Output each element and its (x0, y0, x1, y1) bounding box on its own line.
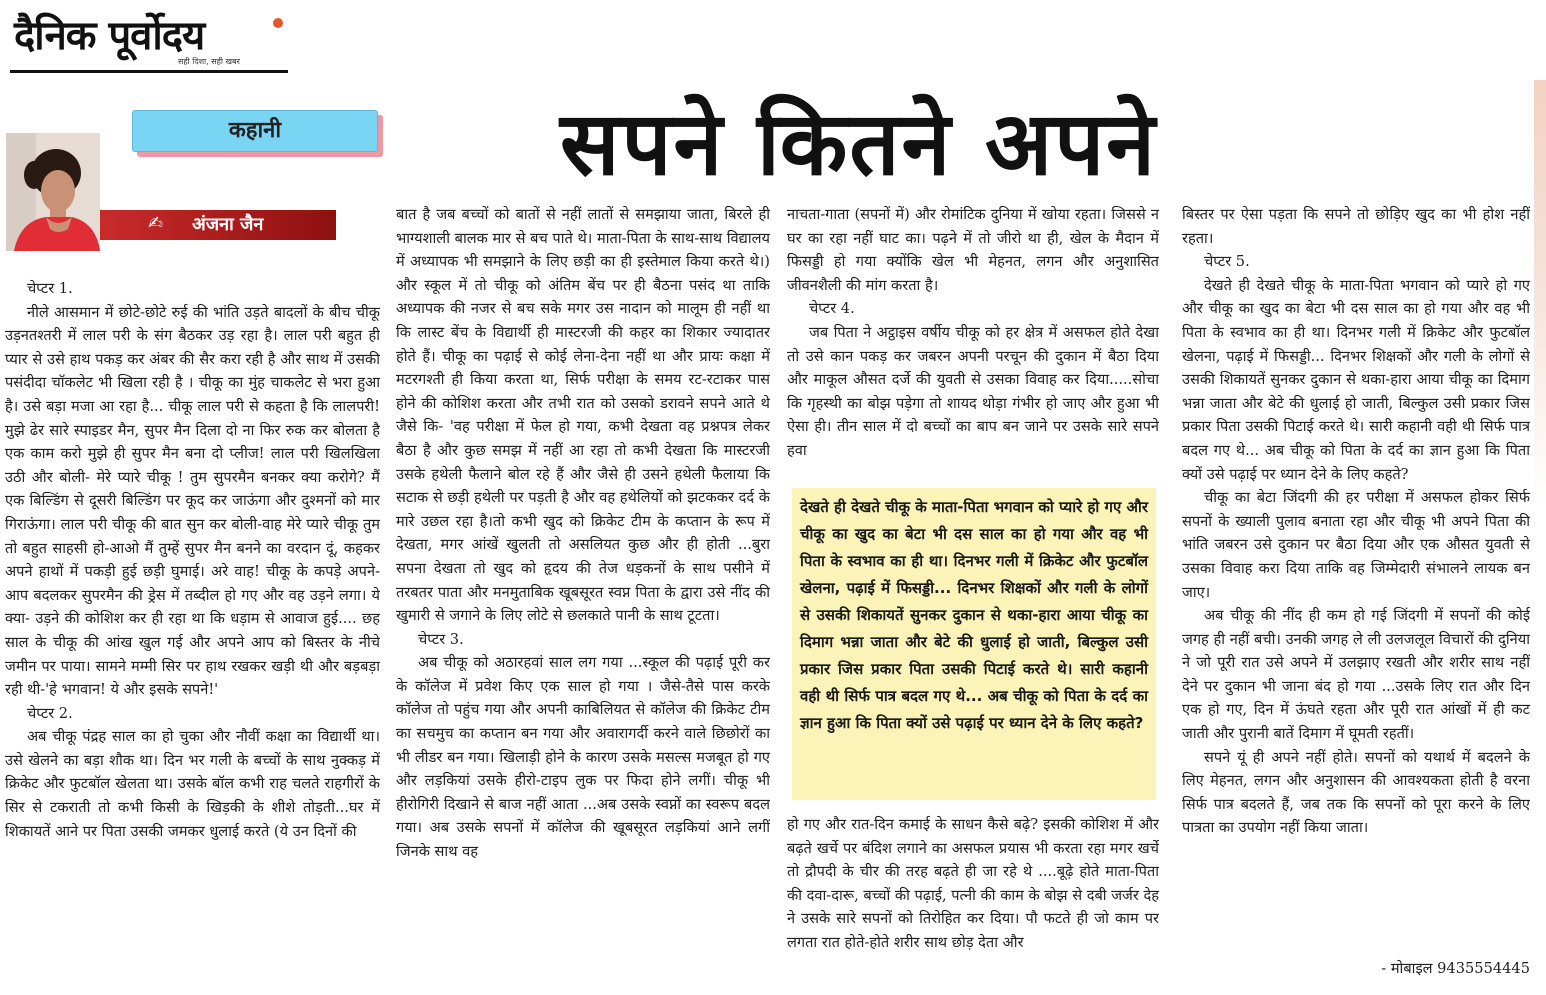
masthead (10, 6, 288, 72)
story-column-3-top (787, 203, 1159, 471)
story-paragraph: नाचता-गाता (सपनों में) और रोमांटिक दुनिया में खोया रहता। जिससे न घर का रहा नहीं घाट का। पढ़ने में तो जीरो था ही, खेल के मैदान में फिसड्डी हो गया क्योंकि खेल भी मेहनत, लगन और अनुशासित जीवनशैली की मांग करता है। (787, 206, 1159, 294)
story-paragraph: चीकू का बेटा जिंदगी की हर परीक्षा में असफल होकर सिर्फ सपनों के ख्याली पुलाव बनाता रहा और चीकू भी अपने पिता की भांति जबरन उसे दुकान पर बैठा दिया और एक औसत युवती से उसका विवाह करा दिया ताकि वह जिम्मेदारी संभालने लायक बन जाए। (1182, 489, 1530, 601)
story-paragraph: हो गए और रात-दिन कमाई के साधन कैसे बढ़े? इसकी कोशिश में और बढ़ते खर्चे पर बंदिश लगाने का असफल प्रयास भी करता रहा मगर खर्चे तो द्रौपदी के चीर की तरह बढ़ते ही जा रहे थे ....बूढ़े होते माता-पिता की दवा-दारू, बच्चों की पढ़ाई, पत्नी की काम के बोझ से दबी जर्जर देह ने उसके सारे सपनों को तिरोहित कर दिया। पौ फटते ही जो काम पर लगता रात होते-होते शरीर साथ छोड़ देता और (787, 816, 1159, 951)
story-column-2 (396, 203, 770, 985)
story-paragraph: बात है जब बच्चों को बातों से नहीं लातों से समझाया जाता, बिरले ही भाग्यशाली बालक मार से बच पाते थे। माता-पिता के साथ-साथ विद्यालय में अध्यापक भी समझाने के लिए छड़ी का ही इस्तेमाल किया करते थे।) और स्कूल में तो चीकू को अंतिम बेंच पर ही बैठना पसंद था ताकि अध्यापक की नजर से बच सके मगर उस नादान को मालूम ही नहीं था कि लास्ट बेंच के विद्यार्थी ही मास्टरजी की कहर का शिकार ज्यादातर होते हैं। चीकू का पढ़ाई से कोई लेना-देना नहीं था और प्रायः कक्षा में मटरगश्ती ही किया करता था, सिर्फ परीक्षा के समय रट-रटाकर पास होने की कोशिश करता और तभी रात को उसको डरावने सपने आते थे जैसे कि- 'वह परीक्षा में फेल हो गया, कभी देखता वह प्रश्नपत्र लेकर बैठा है और कुछ समझ में नहीं आ रहा तो कभी देखता कि मास्टरजी उसके हथेली फैलाने बोल रहे हैं और जैसे ही उसने हथेली फैलाया कि सटाक से छड़ी हथेली पर पड़ती है और वह हथेलियों को झटककर दर्द के मारे उछल रहा है।तो कभी खुद को क्रिकेट टीम के कप्तान के रूप में देखता, मगर आंखें खुलती तो असलियत कुछ और ही होती ...बुरा सपना देखता तो खुद को हृदय की तेज धड़कनों के साथ पसीने में तरबतर पाता और मनमुताबिक खूबसूरत स्वप्न पिता के द्वारा उसे नींद की खुमारी से जगाने के लिए लोटे से छलकाते पानी के साथ टूटता। (396, 206, 770, 625)
story-paragraph: जब पिता ने अट्ठाइस वर्षीय चीकू को हर क्षेत्र में असफल होते देखा तो उसे कान पकड़ कर जबरन अपनी परचून की दुकान में बैठा दिया और माकूल औसत दर्जे की युवती से उसका विवाह कर दिया.....सोचा कि गृहस्थी का बोझ पड़ेगा तो शायद थोड़ा गंभीर हो जाए और हुआ भी ऐसा ही। तीन साल में दो बच्चों का बाप बन जाने पर उसके सारे सपने हवा (787, 323, 1159, 459)
byline-bar (100, 210, 336, 240)
story-paragraph: नीले आसमान में छोटे-छोटे रुई की भांति उड़ते बादलों के बीच चीकू उड़नतश्तरी में लाल परी के संग बैठकर उड़ रहा है। लाल परी बहुत ही प्यार से उसे हाथ पकड़ कर अंबर की सैर करा रही है और साथ में उसकी पसंदीदा चॉकलेट भी खिला रही है । चीकू का मुंह चाकलेट से भरा हुआ है। उसे बड़ा मजा आ रहा है... चीकू लाल परी से कहता है कि लालपरी! मुझे ढेर सारे स्पाइडर मैन, सुपर मैन दिला दो ना फिर रुक कर बोलता है एक काम करो मुझे ही सुपर मैन बना दो प्लीज! लाल परी खिलखिला उठी और बोली- मेरे प्यारे चीकू ! तुम सुपरमैन बनकर क्या करोगे? मैं एक बिल्डिंग से दूसरी बिल्डिंग पर कूद कर जाऊंगा और दुश्मनों को मार गिराऊंगा। लाल परी चीकू की बात सुन कर बोली-वाह मेरे प्यारे चीकू तुम तो बहुत साहसी हो-आओ मैं तुम्हें सुपर मैन बनने का वरदान दूं, कहकर अपने हाथों में पकड़ी हुई छड़ी घुमाई। अरे वाह! चीकू के कपड़े अपने-आप बदलकर सुपरमैन की ड्रेस में तब्दील हो गए और वह उड़ने लगा। ये क्या- उड़ने की कोशिश कर ही रहा था कि धड़ाम से आवाज हुई.... छह साल के चीकू की आंख खुल गई और अपने आप को बिस्तर के नीचे जमीन पर पाया। सामने मम्मी सिर पर हाथ रखकर खड़ी थी और बड़बड़ा रही थी-'हे भगवान! ये और इसके सपने!' (5, 303, 380, 699)
author-portrait-illustration (6, 133, 100, 251)
chapter-heading: चेप्टर 3. (418, 630, 464, 648)
story-column-1 (5, 277, 380, 982)
story-column-3-bottom (787, 813, 1159, 985)
pull-quote-text: देखते ही देखते चीकू के माता-पिता भगवान को प्यारे हो गए और चीकू का खुद का बेटा भी दस साल का हो गया और वह भी पिता के स्वभाव का ही था। दिनभर गली में क्रिकेट और फुटबॉल खेलना, पढ़ाई में फिसड्डी... दिनभर शिक्षकों और गली के लोगों से उसकी शिकायतें सुनकर दुकान से थका-हारा आया चीकू का दिमाग भन्ना जाता और बेटे की धुलाई हो जाती, बिल्कुल उसी प्रकार जिस प्रकार पिता उसकी पिटाई करते थे। सारी कहानी वही थी सिर्फ पात्र बदल गए थे... अब चीकू को पिता के दर्द का ज्ञान हुआ कि पिता क्यों उसे पढ़ाई पर ध्यान देने के लिए कहते? (800, 498, 1148, 732)
newspaper-name: दैनिक पूर्वोदय (14, 13, 205, 59)
chapter-heading: चेप्टर 2. (27, 704, 73, 722)
story-paragraph: अब चीकू को अठारहवां साल लग गया ...स्कूल की पढ़ाई पूरी कर के कॉलेज में प्रवेश किए एक साल हो गया । जैसे-तैसे पास करके कॉलेज तो पहुंच गया और अपनी काबिलियत से कॉलेज की क्रिकेट टीम का सचमुच का कप्तान बन गया और अवारागर्दी करने वाले छिछोरों का भी लीडर बन गया। खिलाड़ी होने के कारण उसके मसल्स मजबूत हो गए और लड़कियां उसके हीरो-टाइप लुक पर फिदा होने लगीं। चीकू भी हीरोगिरी दिखाने से बाज नहीं आता ...अब उसके स्वप्नों का स्वरूप बदल गया। अब उसके सपनों में कॉलेज की खूबसूरत लड़कियां आने लगीं जिनके साथ वह (396, 654, 770, 861)
masthead-dot-icon (273, 18, 283, 28)
author-mobile-number: - मोबाइल 9435554445 (1381, 960, 1530, 977)
page-edge-strip (1534, 80, 1546, 500)
author-name: अंजना जैन (192, 214, 264, 235)
author-photo (6, 133, 100, 251)
pen-icon: ✍ (148, 213, 164, 234)
pull-quote-box (792, 488, 1156, 800)
story-paragraph: बिस्तर पर ऐसा पड़ता कि सपने तो छोड़िए खुद का भी होश नहीं रहता। (1182, 206, 1530, 247)
story-headline: सपने कितने अपने (560, 92, 1158, 195)
chapter-heading: चेप्टर 5. (1204, 253, 1250, 271)
category-label-box (132, 110, 378, 152)
story-paragraph: अब चीकू पंद्रह साल का हो चुका और नौवीं कक्षा का विद्यार्थी था। उसे खेलने का बड़ा शौक था। दिन भर गली के बच्चों के साथ नुक्कड़ में क्रिकेट और फुटबॉल खेलता था। उसके बॉल कभी राह चलते राहगीरों के सिर से टकराती तो कभी किसी के खिड़की के शीशे तोड़ती...घर में शिकायतें आने पर पिता उसकी जमकर धुलाई करते (ये उन दिनों की (5, 728, 380, 840)
chapter-heading: चेप्टर 4. (809, 300, 855, 318)
newspaper-tagline: सही दिशा, सही खबर (178, 57, 240, 66)
masthead-rule (10, 70, 288, 73)
chapter-heading: चेप्टर 1. (27, 280, 73, 297)
story-paragraph: देखते ही देखते चीकू के माता-पिता भगवान को प्यारे हो गए और चीकू का खुद का बेटा भी दस साल का हो गया और वह भी पिता के स्वभाव का ही था। दिनभर गली में क्रिकेट और फुटबॉल खेलना, पढ़ाई में फिसड्डी... दिनभर शिक्षकों और गली के लोगों से उसकी शिकायतें सुनकर दुकान से थका-हारा आया चीकू का दिमाग भन्ना जाता और बेटे की धुलाई हो जाती, बिल्कुल उसी प्रकार जिस प्रकार पिता उसकी पिटाई करते थे। सारी कहानी वही थी सिर्फ पात्र बदल गए थे... अब चीकू को पिता के दर्द का ज्ञान हुआ कि पिता क्यों उसे पढ़ाई पर ध्यान देने के लिए कहते? (1182, 276, 1530, 483)
story-column-4 (1182, 203, 1530, 963)
story-paragraph: अब चीकू की नींद ही कम हो गई जिंदगी में सपनों की कोई जगह ही नहीं बची। उनकी जगह ले ली उलजलूल विचारों की दुनिया ने जो पूरी रात उसे अपने में उलझाए रखती और शरीर साथ नहीं देने पर दुकान भी जाना बंद हो गया ...उसके लिए रात और दिन एक हो गए, दिन में ऊंघते रहता और पूरी रात आंखों में ही कट जाती और पुरानी बातें दिमाग में घूमती रहतीं। (1182, 607, 1530, 743)
story-paragraph: सपने यूं ही अपने नहीं होते। सपनों को यथार्थ में बदलने के लिए मेहनत, लगन और अनुशासन की आवश्यकता होती है वरना सिर्फ पात्र बदलते हैं, जब तक कि सपनों को पूरा करने के लिए पात्रता का उपयोग नहीं किया जाता। (1182, 748, 1530, 837)
category-label: कहानी (228, 118, 282, 143)
